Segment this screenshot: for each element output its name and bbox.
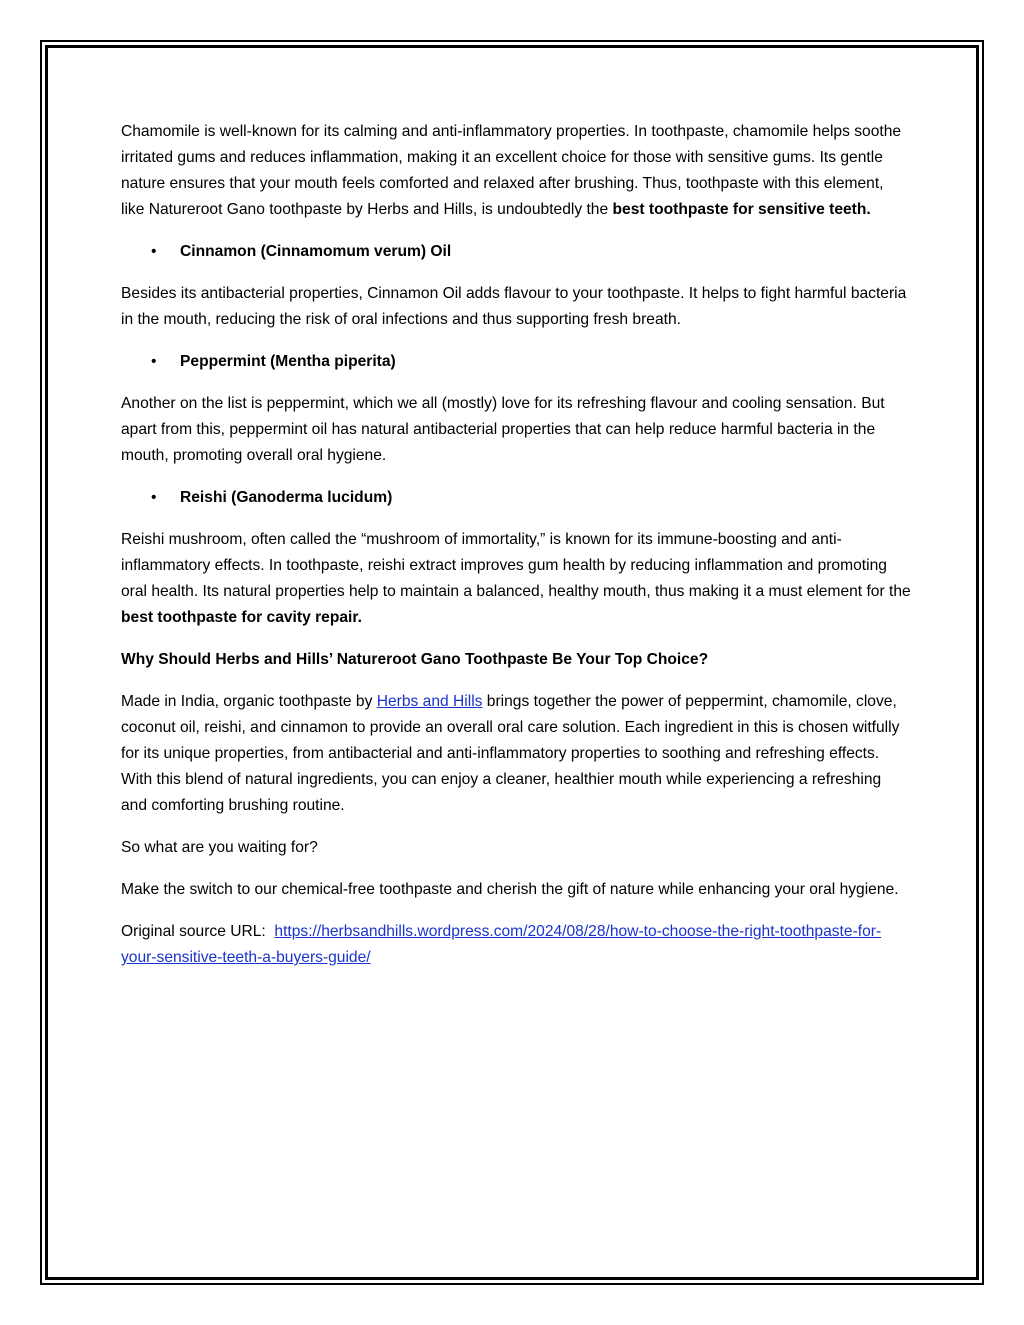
paragraph-chamomile	[121, 119, 911, 223]
herbs-and-hills-link[interactable]: Herbs and Hills	[376, 693, 483, 710]
bullet-dot-icon: •	[151, 243, 157, 260]
source-url-label: Original source URL:	[121, 923, 275, 940]
bullet-cinnamon	[121, 239, 911, 265]
paragraph-chamomile-text: Chamomile is well-known for its calming and anti-inflammatory properties. In toothpaste, chamomile helps soothe irritated gums and reduces inflammation, making it an excellent choice for those with sensitive gums. Its gentle nature ensures that your mouth feels comforted and relaxed after brushing. Thus, toothpaste with this element, like Natureroot Gano toothpaste by Herbs and Hills, is undoubtedly the	[121, 123, 902, 218]
paragraph-made-in-india-after: brings together the power of peppermint, chamomile, clove, coconut oil, reishi, and cinnamon to provide an overall oral care solution. Each ingredient in this is chosen witfully for its unique properties, from antibacterial and anti-inflammatory properties to soothing and refreshing effects. With this blend of natural ingredients, you can enjoy a cleaner, healthier mouth while experiencing a refreshing and comforting brushing routine.	[121, 693, 900, 814]
section-heading: Why Should Herbs and Hills’ Natureroot Gano Toothpaste Be Your Top Choice?	[121, 651, 709, 668]
paragraph-waiting: So what are you waiting for?	[121, 839, 318, 856]
paragraph-make-the-switch: Make the switch to our chemical-free toothpaste and cherish the gift of nature while enhancing your oral hygiene.	[121, 881, 899, 898]
bullet-dot-icon: •	[151, 489, 157, 506]
paragraph-cinnamon: Besides its antibacterial properties, Cinnamon Oil adds flavour to your toothpaste. It helps to fight harmful bacteria in the mouth, reducing the risk of oral infections and thus supporting fresh breath.	[121, 285, 907, 328]
bullet-reishi	[121, 485, 911, 511]
bullet-peppermint-label: Peppermint (Mentha piperita)	[180, 353, 396, 370]
paragraph-reishi-bold: best toothpaste for cavity repair.	[121, 609, 362, 626]
bullet-reishi-label: Reishi (Ganoderma lucidum)	[180, 489, 393, 506]
source-url-line	[121, 919, 911, 971]
paragraph-chamomile-bold: best toothpaste for sensitive teeth.	[612, 201, 871, 218]
paragraph-made-in-india-before: Made in India, organic toothpaste by	[121, 693, 377, 710]
paragraph-reishi-text: Reishi mushroom, often called the “mushroom of immortality,” is known for its immune-boosting and anti-inflammatory effects. In toothpaste, reishi extract improves gum health by reducing inflammation and promoting oral health. Its natural properties help to maintain a balanced, healthy mouth, thus making it a must element for the	[121, 531, 911, 600]
source-url-link[interactable]: https://herbsandhills.wordpress.com/2024/08/28/how-to-choose-the-right-toothpaste-for-your-sensitive-teeth-a-buyers-guide/	[121, 923, 882, 966]
paragraph-made-in-india	[121, 689, 911, 819]
document-body	[121, 119, 911, 987]
paragraph-peppermint: Another on the list is peppermint, which we all (mostly) love for its refreshing flavour and cooling sensation. But apart from this, peppermint oil has natural antibacterial properties that can help reduce harmful bacteria in the mouth, promoting overall oral hygiene.	[121, 395, 885, 464]
paragraph-reishi	[121, 527, 911, 631]
bullet-dot-icon: •	[151, 353, 157, 370]
bullet-cinnamon-label: Cinnamon (Cinnamomum verum) Oil	[180, 243, 452, 260]
bullet-peppermint	[121, 349, 911, 375]
